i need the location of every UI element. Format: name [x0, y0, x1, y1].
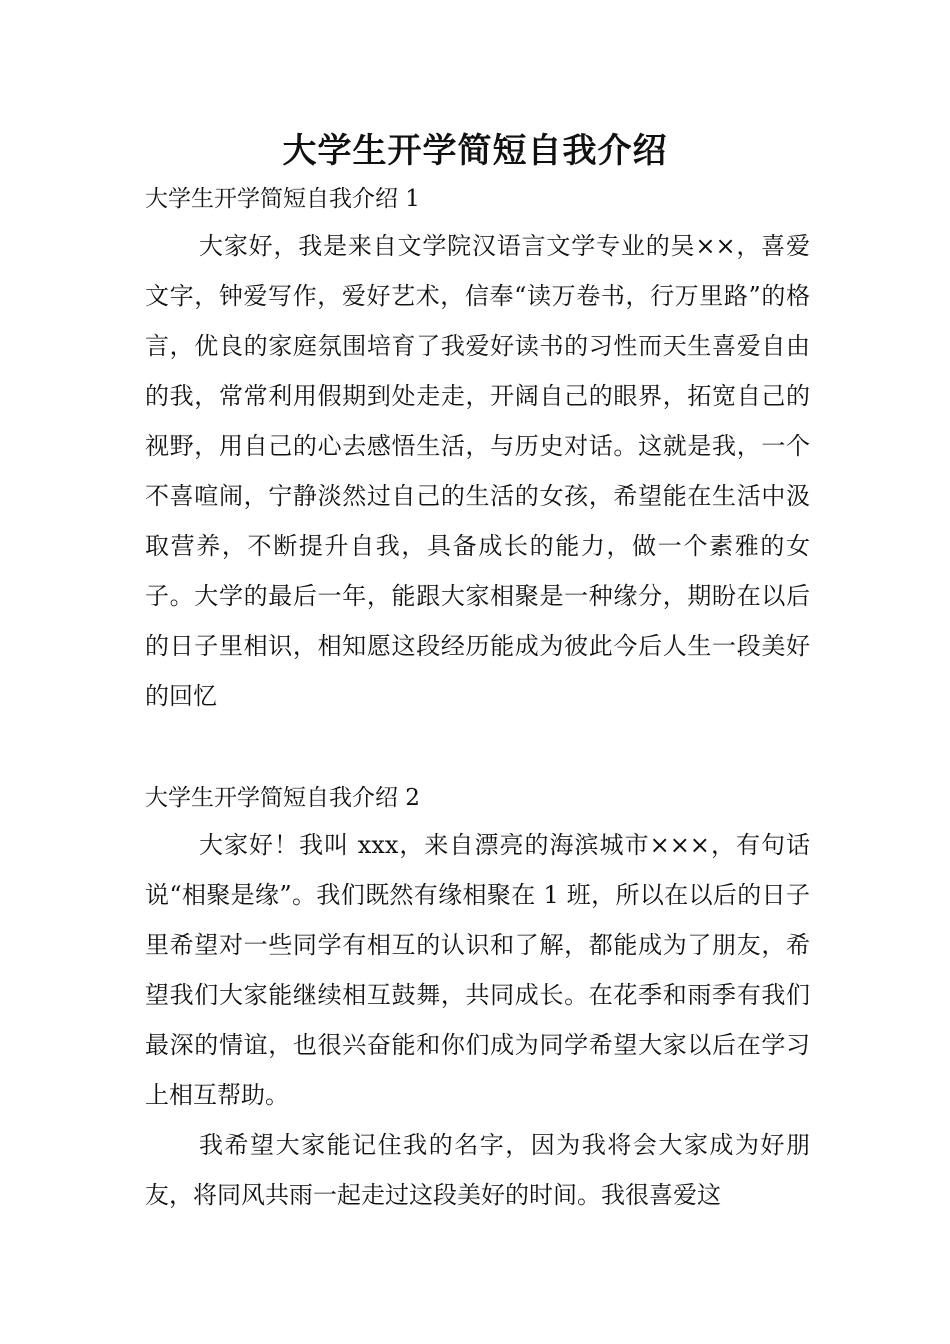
section-heading-2: 大学生开学简短自我介绍 2: [145, 785, 420, 811]
paragraph-1: 大家好，我是来自文学院汉语言文学专业的吴××，喜爱文字，钟爱写作，爱好艺术，信奉“读万卷书，行万里路”的格言，优良的家庭氛围培育了我爱好读书的习性而天生喜爱自由的我，常常利用假期到处走走，开阔自己的眼界，拓宽自己的视野，用自己的心去感悟生活，与历史对话。这就是我，一个不喜喧闹，宁静淡然过自己的生活的女孩，希望能在生活中汲取营养，不断提升自我，具备成长的能力，做一个素雅的女子。大学的最后一年，能跟大家相聚是一种缘分，期盼在以后的日子里相识，相知愿这段经历能成为彼此今后人生一段美好的回忆: [145, 232, 810, 710]
document-title: 大学生开学简短自我介绍: [282, 131, 668, 171]
section-heading-1: 大学生开学简短自我介绍 1: [145, 186, 420, 212]
paragraph-2: 大家好！我叫 xxx，来自漂亮的海滨城市×××，有句话说“相聚是缘”。我们既然有缘相聚在 1 班，所以在以后的日子里希望对一些同学有相互的认识和了解，都能成为了朋友，希望我们大家能继续相互鼓舞，共同成长。在花季和雨季有我们最深的情谊，也很兴奋能和你们成为同学希望大家以后在学习上相互帮助。: [145, 831, 810, 1109]
paragraph-3: 我希望大家能记住我的名字，因为我将会大家成为好朋友，将同风共雨一起走过这段美好的时间。我很喜爱这: [145, 1131, 810, 1209]
